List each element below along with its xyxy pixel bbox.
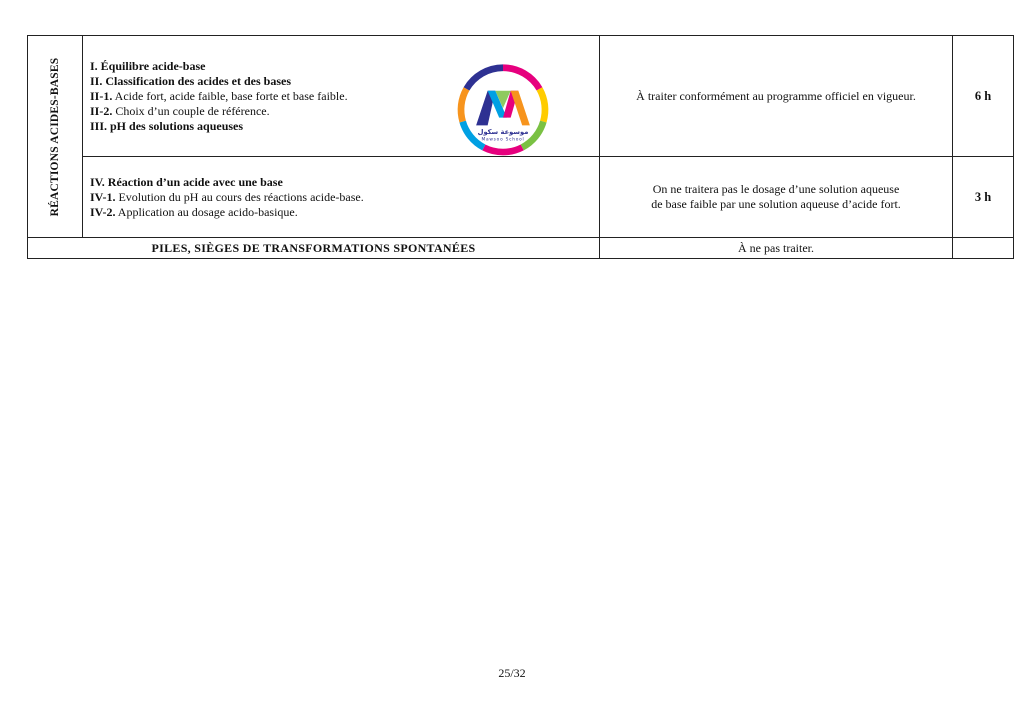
content-line bbox=[90, 175, 591, 190]
line-text: Evolution du pH au cours des réactions acide-base. bbox=[115, 189, 364, 204]
line-text: Choix d’un couple de référence. bbox=[112, 103, 270, 118]
remark-cell bbox=[600, 157, 953, 238]
line-heading: IV-1. bbox=[90, 189, 116, 204]
line-heading: IV. Réaction d’un acide avec une base bbox=[90, 174, 283, 189]
remark-cell bbox=[600, 238, 953, 259]
piles-title-cell bbox=[28, 238, 600, 259]
hours-cell bbox=[953, 157, 1014, 238]
line-text: Acide fort, acide faible, base forte et base faible. bbox=[112, 88, 348, 103]
line-heading: III. pH des solutions aqueuses bbox=[90, 118, 244, 133]
line-heading: II-1. bbox=[90, 88, 113, 103]
content-line bbox=[90, 190, 591, 205]
table-row bbox=[28, 238, 1014, 259]
logo-m-letter bbox=[476, 91, 530, 126]
line-heading: II-2. bbox=[90, 103, 113, 118]
remark-line: On ne traitera pas le dosage d’une solution aqueuse bbox=[652, 182, 900, 196]
hours-cell bbox=[953, 36, 1014, 157]
moswoo-school-logo-icon bbox=[455, 62, 551, 158]
line-heading: IV-2. bbox=[90, 204, 116, 219]
remark-text: À ne pas traiter. bbox=[738, 240, 814, 255]
line-heading: II. Classification des acides et des bases bbox=[90, 73, 292, 88]
logo-arabic-text: موسوعة سكول bbox=[477, 128, 529, 136]
logo-latin-text: Mawsoo School bbox=[481, 137, 525, 143]
section-cell bbox=[28, 36, 83, 238]
hours-value: 3 h bbox=[974, 189, 992, 204]
hours-cell bbox=[953, 238, 1014, 259]
remark-line: de base faible par une solution aqueuse d’acide fort. bbox=[651, 197, 901, 211]
content-line bbox=[90, 205, 591, 220]
hours-value: 6 h bbox=[974, 88, 992, 103]
piles-title: PILES, SIÈGES DE TRANSFORMATIONS SPONTANÉES bbox=[151, 240, 476, 255]
remark-cell bbox=[600, 36, 953, 157]
table-row bbox=[28, 157, 1014, 238]
remark-text: À traiter conformément au programme officiel en vigueur. bbox=[636, 88, 916, 103]
section-title: RÉACTIONS ACIDES-BASES bbox=[49, 57, 61, 216]
page-number: 25/32 bbox=[498, 666, 526, 680]
content-cell bbox=[83, 157, 600, 238]
line-text: Application au dosage acido-basique. bbox=[115, 204, 298, 219]
line-heading: I. Équilibre acide-base bbox=[90, 58, 206, 73]
